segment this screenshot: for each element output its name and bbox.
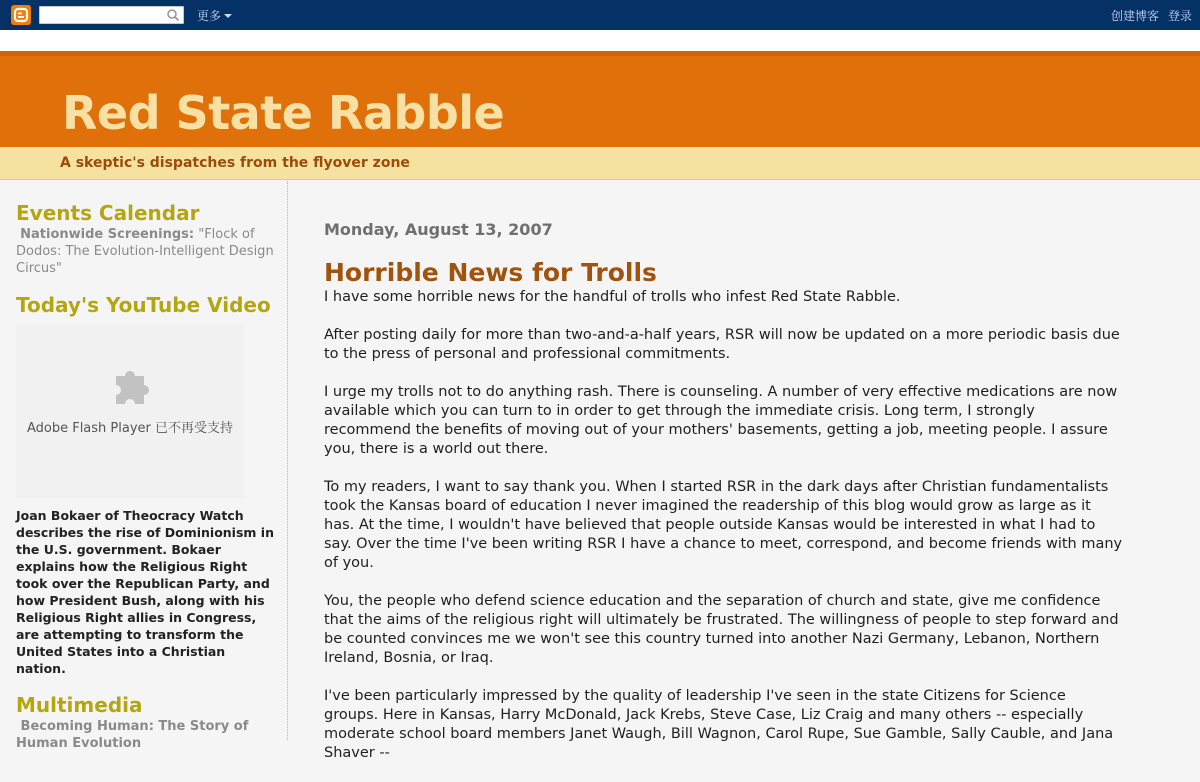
events-link[interactable] (16, 226, 288, 277)
search-input[interactable] (40, 7, 164, 23)
more-menu-button[interactable] (197, 7, 232, 24)
blog-description: A skeptic's dispatches from the flyover zone (60, 155, 410, 171)
events-link-bold: Nationwide Screenings: (20, 227, 195, 242)
video-description: Joan Bokaer of Theocracy Watch describes the rise of Dominionism in the U.S. government. Bokaer explains how the Religious Right took over the Republican Party, and how President Bush, along with his Religious Right allies in Congress, are attempting to transform the United States into a Christian nation. (16, 508, 274, 676)
more-menu-label: 更多 (197, 9, 222, 23)
post-body (324, 288, 1124, 782)
events-link-text: "Flock of Dodos: The Evolution-Intelligent Design Circus" (16, 227, 274, 276)
navbar-account-links (1102, 7, 1192, 24)
main-content (324, 181, 1124, 761)
multimedia-link[interactable] (16, 718, 288, 752)
multimedia-heading: Multimedia (16, 693, 143, 717)
youtube-heading: Today's YouTube Video (16, 293, 271, 317)
multimedia-link-text: Becoming Human: The Story of Human Evolution (16, 719, 249, 751)
post-date: Monday, August 13, 2007 (324, 220, 553, 239)
search-icon[interactable] (166, 8, 180, 22)
post-paragraph: I urge my trolls not to do anything rash. There is counseling. A number of very effective medications are now available which you can turn to in order to get through the immediate crisis. Long term, I strongly recommend the benefits of moving out of your mothers' basements, getting a job, meeting people. I assure you, there is a world out there. (324, 384, 1118, 457)
events-calendar-heading: Events Calendar (16, 201, 200, 225)
post-paragraph: I've been particularly impressed by the quality of leadership I've seen in the state Citizens for Science groups. Here in Kansas, Harry McDonald, Jack Krebs, Steve Case, Liz Craig and many others -- especially moderate school board members Janet Waugh, Bill Wagnon, Carol Rupe, Sue Gamble, Sally Cauble, and Jana Shaver -- (324, 688, 1114, 761)
blog-title[interactable]: Red State Rabble (62, 86, 505, 140)
navbar-search (39, 6, 184, 24)
plugin-puzzle-icon (108, 362, 154, 408)
blog-header (0, 51, 1200, 147)
flash-video-player[interactable] (16, 324, 244, 498)
post-paragraph: After posting daily for more than two-and-a-half years, RSR will now be updated on a more periodic basis due to the press of personal and professional commitments. (324, 327, 1120, 362)
post-title[interactable]: Horrible News for Trolls (324, 258, 657, 287)
blog-description-bar (0, 147, 1200, 180)
post-paragraph: You, the people who defend science education and the separation of church and state, give me confidence that the aims of the religious right will ultimately be frustrated. The willingness of people to step forward and be counted convinces me we won't see this country turned into another Nazi Germany, Lebanon, Northern Ireland, Bosnia, or Iraq. (324, 593, 1119, 666)
blogger-navbar (0, 0, 1200, 30)
login-link[interactable]: 登录 (1167, 9, 1192, 23)
flash-unsupported-message: Adobe Flash Player 已不再受支持 (26, 421, 234, 436)
blogger-logo-icon[interactable] (11, 5, 31, 25)
sidebar (0, 181, 288, 751)
post-paragraph: To my readers, I want to say thank you. When I started RSR in the dark days after Christian fundamentalists took the Kansas board of education I never imagined the readership of this blog would grow as large as it has. At the time, I wouldn't have believed that people outside Kansas would be interested in what I had to say. Over the time I've been writing RSR I have a chance to meet, correspond, and become friends with many of you. (324, 479, 1123, 571)
header-spacer (0, 30, 1200, 51)
chevron-down-icon (224, 14, 232, 18)
create-blog-link[interactable]: 创建博客 (1110, 9, 1159, 23)
post-paragraph: I have some horrible news for the handful of trolls who infest Red State Rabble. (324, 289, 901, 305)
